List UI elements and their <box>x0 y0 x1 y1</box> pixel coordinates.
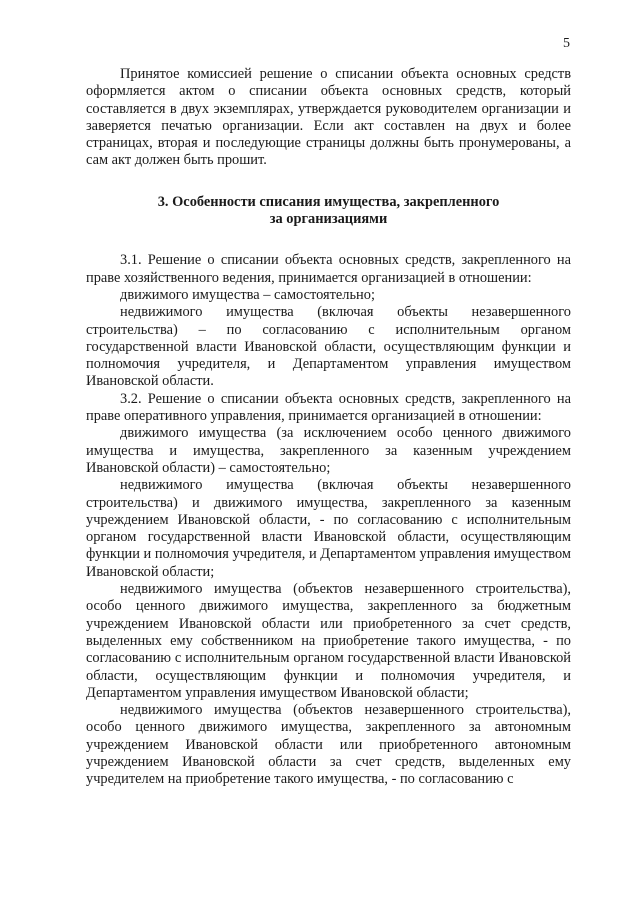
page-number: 5 <box>563 36 570 51</box>
paragraph-autonomous-institution: недвижимого имущества (объектов незавершенного строительства), особо ценного движимого имущества, закрепленного за автономным учреждением Ивановской области или приобретенного автономным учреждением Ивановской области за счет средств, выделенных ему учредителем на приобретение такого имущества, - по согласованию с <box>86 702 571 788</box>
paragraph-budget-institution: недвижимого имущества (объектов незавершенного строительства), особо ценного движимого имущества, закрепленного за бюджетным учреждением Ивановской области или приобретенного за счет средств, выделенных ему собственником на приобретение такого имущества, - по согласованию с исполнительным органом государственной власти Ивановской области, осуществляющим функции и полномочия учредителя, и Департаментом управления имуществом Ивановской области; <box>86 581 571 701</box>
paragraph-movable-property: движимого имущества – самостоятельно; <box>120 286 375 303</box>
document-body <box>86 66 571 789</box>
paragraph-immovable-state: недвижимого имущества (включая объекты незавершенного строительства) и движимого имущества, закрепленного за казенным учреждением Ивановской области, - по согласованию с исполнительным органом государственной власти Ивановской области, осуществляющим функции и полномочия учредителя, и Департаментом управления имуществом Ивановской области; <box>86 477 572 580</box>
intro-paragraph: Принятое комиссией решение о списании объекта основных средств оформляется актом о списании объекта основных средств, который составляется в двух экземплярах, утверждается руководителем организации и заверяется печатью организации. Если акт составлен на двух и более страницах, вторая и последующие страницы должны быть пронумерованы, а сам акт должен быть прошит. <box>86 66 571 169</box>
paragraph-3-1: 3.1. Решение о списании объекта основных средств, закрепленного на праве хозяйственного ведения, принимается организацией в отношении: <box>86 252 571 286</box>
section-heading-line-2: за организациями <box>269 211 388 228</box>
paragraph-movable-excl: движимого имущества (за исключением особо ценного движимого имущества и имущества, закрепленного за казенным учреждением Ивановской области) – самостоятельно; <box>86 425 571 476</box>
paragraph-immovable-property: недвижимого имущества (включая объекты незавершенного строительства) – по согласованию с исполнительным органом государственной власти Ивановской области, осуществляющим функции и полномочия учредителя, и Департаментом управления имуществом Ивановской области. <box>86 304 571 390</box>
section-heading-line-1: 3. Особенности списания имущества, закрепленного <box>157 193 500 210</box>
paragraph-3-2: 3.2. Решение о списании объекта основных средств, закрепленного на праве оперативного управления, принимается организацией в отношении: <box>86 390 571 425</box>
section-heading <box>86 194 571 229</box>
